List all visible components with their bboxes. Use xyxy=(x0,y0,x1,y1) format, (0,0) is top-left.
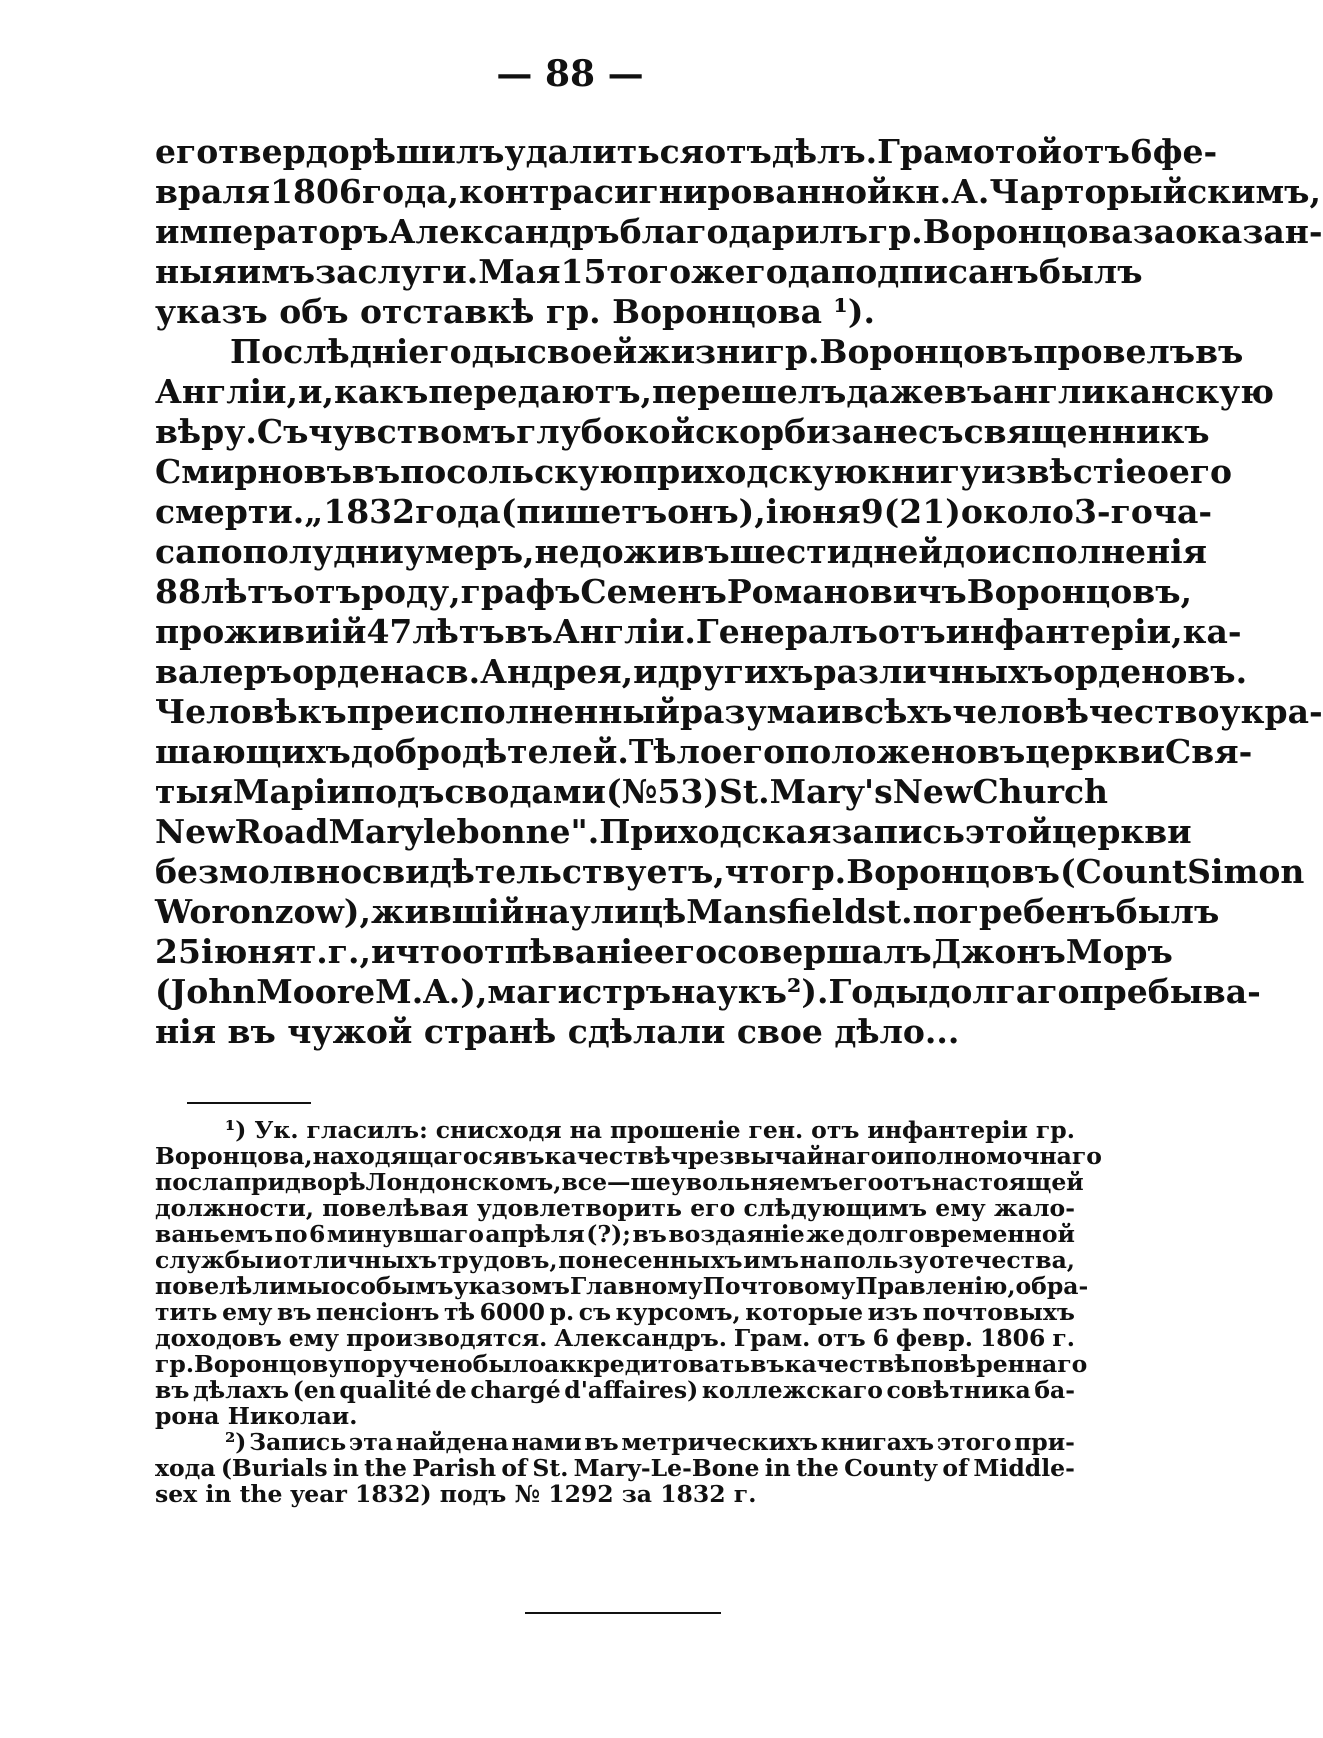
main-text-line: вѣру. Съ чувствомъ глубокой скорби занесъ священникъ xyxy=(155,412,1210,451)
footnotes xyxy=(155,1116,1102,1508)
footnote-line: службы и отличныхъ трудовъ, понесенныхъ имъ на пользу отечества, xyxy=(155,1246,1075,1274)
main-text-line: императоръ Александръ благодарилъ гр. Воронцова за оказан- xyxy=(155,212,1323,251)
footnote-line: гр. Воронцову поручено было аккредитовать въ качествѣ повѣреннаго xyxy=(155,1350,1088,1378)
footnote-line: въ дѣлахъ (en qualité de chargé d'affaires) коллежскаго совѣтника ба- xyxy=(155,1376,1075,1404)
main-text-line: Woronzow), жившій на улицѣ Mansfield st. погребенъ былъ xyxy=(155,892,1220,931)
main-text-line: (John Moore M. A.), магистръ наукъ ²). Годы долгаго пребыва- xyxy=(155,972,1261,1011)
main-text-line: са по полудни умеръ, не доживъ шести дней до исполненія xyxy=(155,532,1208,571)
footnote-line: тить ему въ пенсіонъ тѣ 6000 р. съ курсомъ, которые изъ почтовыхъ xyxy=(155,1298,1075,1326)
footnote-line: хода (Burials in the Parish of St. Mary-Le-Bone in the County of Middle- xyxy=(155,1454,1075,1482)
footnote-line: повелѣли мы особымъ указомъ Главному Почтовому Правленію, обра- xyxy=(155,1272,1089,1300)
main-text-line: шающихъ добродѣтелей. Тѣло его положено въ церкви Свя- xyxy=(155,732,1253,771)
end-rule xyxy=(525,1612,721,1614)
main-text-line: его твердо рѣшилъ удалиться отъ дѣлъ. Грамотой отъ 6 фе- xyxy=(155,132,1218,171)
main-text-line: смерти. „1832 года (пишетъ онъ), іюня 9 (21) около 3-го ча- xyxy=(155,492,1213,531)
footnote-line: ¹) Ук. гласилъ: снисходя на прошеніе ген. отъ инфантеріи гр. xyxy=(225,1116,1075,1144)
page-number: — 88 — xyxy=(496,53,644,95)
main-text-line: 25 іюня т. г., и что отпѣваніе его совершалъ Джонъ Моръ xyxy=(155,932,1173,971)
main-text-line: указъ объ отставкѣ гр. Воронцова ¹). xyxy=(155,292,876,331)
main-text-line: Послѣдніе годы своей жизни гр. Воронцовъ провелъ въ xyxy=(230,332,1244,371)
footnote-line: посла при дворѣ Лондонскомъ, все—ше увольняемъ его отъ настоящей xyxy=(155,1168,1084,1196)
main-text-line: безмолвно свидѣтельствуетъ, что гр. Воронцовъ (Count Simon xyxy=(155,852,1305,891)
footnote-line: доходовъ ему производятся. Александръ. Грам. отъ 6 февр. 1806 г. xyxy=(155,1324,1075,1352)
main-text-line: проживиій 47 лѣтъ въ Англіи. Генералъ отъ инфантеріи, ка- xyxy=(155,612,1242,651)
main-text-line: нія въ чужой странѣ сдѣлали свое дѣло... xyxy=(155,1012,960,1051)
footnote-line: должности, повелѣвая удовлетворить его слѣдующимъ ему жало- xyxy=(155,1194,1075,1222)
footnote-line: ваньемъ по 6 минувшаго апрѣля (?); въ воздаяніе же долговременной xyxy=(155,1220,1075,1248)
main-text-line: враля 1806 года, контрасигнированной кн. А. Чарторыйскимъ, xyxy=(155,172,1321,211)
main-text-line: 88 лѣтъ отъ роду, графъ Семенъ Романовичъ Воронцовъ, xyxy=(155,572,1192,611)
main-text-line: тыя Маріи подъ сводами (№ 53) St. Mary's New Church xyxy=(155,772,1109,811)
main-text-line: Смирновъ въ посольскую приходскую книгу извѣстіе о его xyxy=(155,452,1233,491)
main-text xyxy=(155,132,1323,1052)
main-text-line: Человѣкъ преисполненный разума и всѣхъ человѣчество укра- xyxy=(155,692,1323,731)
footnote-line: sex in the year 1832) подъ № 1292 за 1832 г. xyxy=(155,1480,757,1508)
footnote-line: рона Николаи. xyxy=(155,1402,358,1430)
main-text-line: ныя имъ заслуги. Мая 15 того же года подписанъ былъ xyxy=(155,252,1143,291)
main-text-line: валеръ ордена св. Андрея, и другихъ различныхъ орденовъ. xyxy=(155,652,1248,691)
main-text-line: New Road Marylebonne". Приходская запись этой церкви xyxy=(155,812,1192,851)
footnote-line: Воронцова, находящагося въ качествѣ чрезвычайнаго и полномочнаго xyxy=(155,1142,1102,1170)
footnote-separator xyxy=(187,1102,311,1104)
footnote-line: ²) Запись эта найдена нами въ метрическихъ книгахъ этого при- xyxy=(225,1428,1075,1456)
main-text-line: Англіи, и, какъ передаютъ, перешелъ даже въ англиканскую xyxy=(155,372,1275,411)
